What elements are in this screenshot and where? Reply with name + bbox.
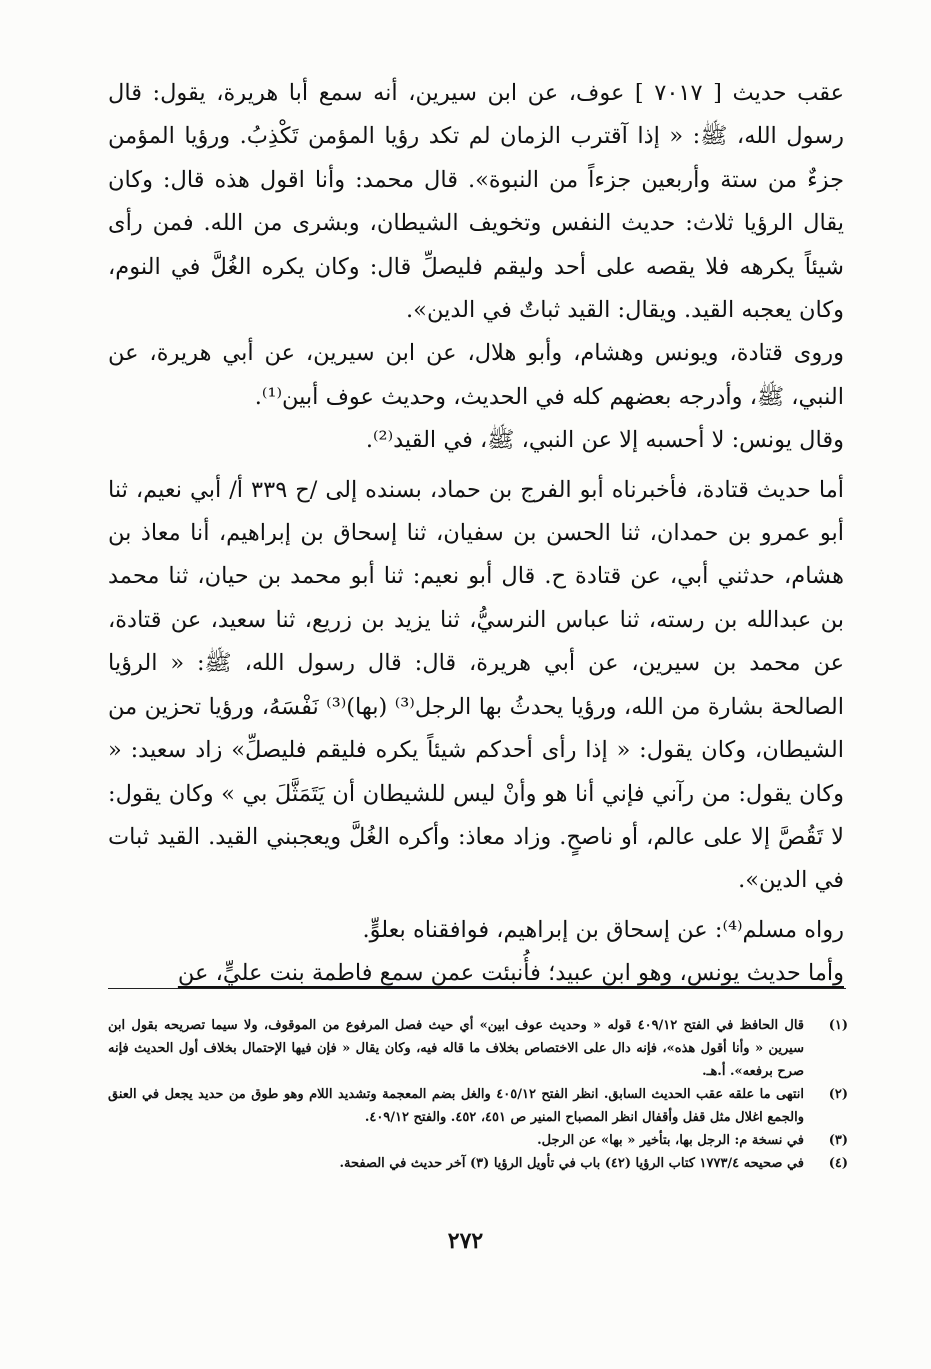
footnote-text: انتهى ما علقه عقب الحديث السابق. انظر الفتح ٤٠٥/١٢ والغل بضم المعجمة وتشديد اللام وهو طوق من حديد يجعل في العنق والجمع اغلال مثل قفل وأقفال انظر المصباح المنير ص ٤٥١، ٤٥٢. والفتح ٤٠٩/١٢.: [108, 1087, 805, 1125]
footnote-1: [108, 1014, 848, 1083]
paragraph-1: عقب حديث [ ٧٠١٧ ] عوف، عن ابن سيرين، أنه سمع أبا هريرة، يقول: قال رسول الله، ﷺ: « إذا آقترب الزمان لم تكد رؤيا المؤمن تَكْذِبُ. ورؤيا المؤمن جزءٌ من ستة وأربعين جزءاً من النبوة». قال محمد: وأنا اقول هذه قال: وكان يقال الرؤيا ثلاث: حديث النفس وتخويف الشيطان، وبشرى من الله. فمن رأى شيئاً يكرهه فلا يقصه على أحد وليقم فليصلِّ قال: وكان يكره الغُلَّ في النوم، وكان يعجبه القيد. ويقال: القيد ثباتٌ في الدين».: [108, 80, 844, 324]
main-text: [108, 72, 844, 996]
footnote-number: (٣): [828, 1133, 848, 1148]
page-number: ٢٧٢: [447, 1228, 484, 1254]
paragraph-2: وروى قتادة، ويونس وهشام، وأبو هلال، عن ابن سيرين، عن أبي هريرة، عن النبي، ﷺ، وأدرجه بعضهم كله في الحديث، وحديث عوف أبين⁽¹⁾.: [108, 340, 844, 410]
footnote-separator: [108, 988, 846, 989]
footnote-number: (٢): [828, 1087, 848, 1102]
paragraph-4: أما حديث قتادة، فأخبرناه أبو الفرج بن حماد، بسنده إلى /ح ٣٣٩ أ/ أبي نعيم، ثنا أبو عمرو بن حمدان، ثنا الحسن بن سفيان، ثنا إسحاق بن إبراهيم، أنا معاذ بن هشام، حدثني أبي، عن قتادة ح. قال أبو نعيم: ثنا أبو محمد بن حيان، ثنا محمد بن عبدالله بن رسته، ثنا عباس النرسيُّ، ثنا يزيد بن زريع، ثنا سعيد، عن قتادة، عن محمد بن سيرين، عن أبي هريرة، قال: قال رسول الله، ﷺ: « الرؤيا الصالحة بشارة من الله، ورؤيا يحدثُ بها الرجل⁽³⁾ (بها)⁽³⁾ نَفْسَهُ، ورؤيا تحزين من الشيطان، وكان يقول: « إذا رأى أحدكم شيئاً يكره فليقم فليصلِّ» زاد سعيد: « وكان يقول: من رآني فإني أنا هو وأنْ ليس للشيطان أن يَتَمَثَّلَ بي » وكان يقول: لا تَقُصَّ إلا على عالم، أو ناصحٍ. وزاد معاذ: وأكره الغُلَّ ويعجبني القيد. القيد ثبات في الدين».: [108, 476, 844, 894]
paragraph-5: رواه مسلم⁽⁴⁾: عن إسحاق بن إبراهيم، فوافقناه بعلوٍّ.: [362, 916, 844, 943]
footnote-text: قال الحافظ في الفتح ٤٠٩/١٢ قوله « وحديث عوف ابين» أي حيث فصل المرفوع من الموقوف، ولا سيما تصريحه بقول ابن سيرين « وأنا أقول هذه»، فإنه دال على الاختصاص بخلاف ما قاله فيه، وكان يقال « فإن فيها الإحتمال بخلاف أول الحديث فإنه صرح برفعه». أ.هـ.: [108, 1018, 804, 1079]
paragraph-6-underlined: [108, 952, 844, 995]
footnote-4: [108, 1152, 848, 1175]
footnote-number: (١): [828, 1018, 848, 1033]
underlined-line: وأما حديث يونس، وهو ابن عبيد؛ فأُنبئت عمن سمع فاطمة بنت عليٍّ، عن: [177, 960, 844, 987]
footnote-number: (٤): [828, 1156, 848, 1171]
paragraph-3: وقال يونس: لا أحسبه إلا عن النبي، ﷺ، في القيد⁽²⁾.: [365, 427, 844, 454]
footnote-2: [108, 1083, 848, 1129]
footnote-text: في صحيحه ١٧٧٣/٤ كتاب الرؤيا (٤٢) باب في تأويل الرؤيا (٣) آخر حديث في الصفحة.: [339, 1156, 804, 1171]
footnotes: [108, 1014, 848, 1175]
footnote-3: [108, 1129, 848, 1152]
footnote-text: في نسخة م: الرجل بها، بتأخير « بها» عن الرجل.: [537, 1133, 804, 1148]
